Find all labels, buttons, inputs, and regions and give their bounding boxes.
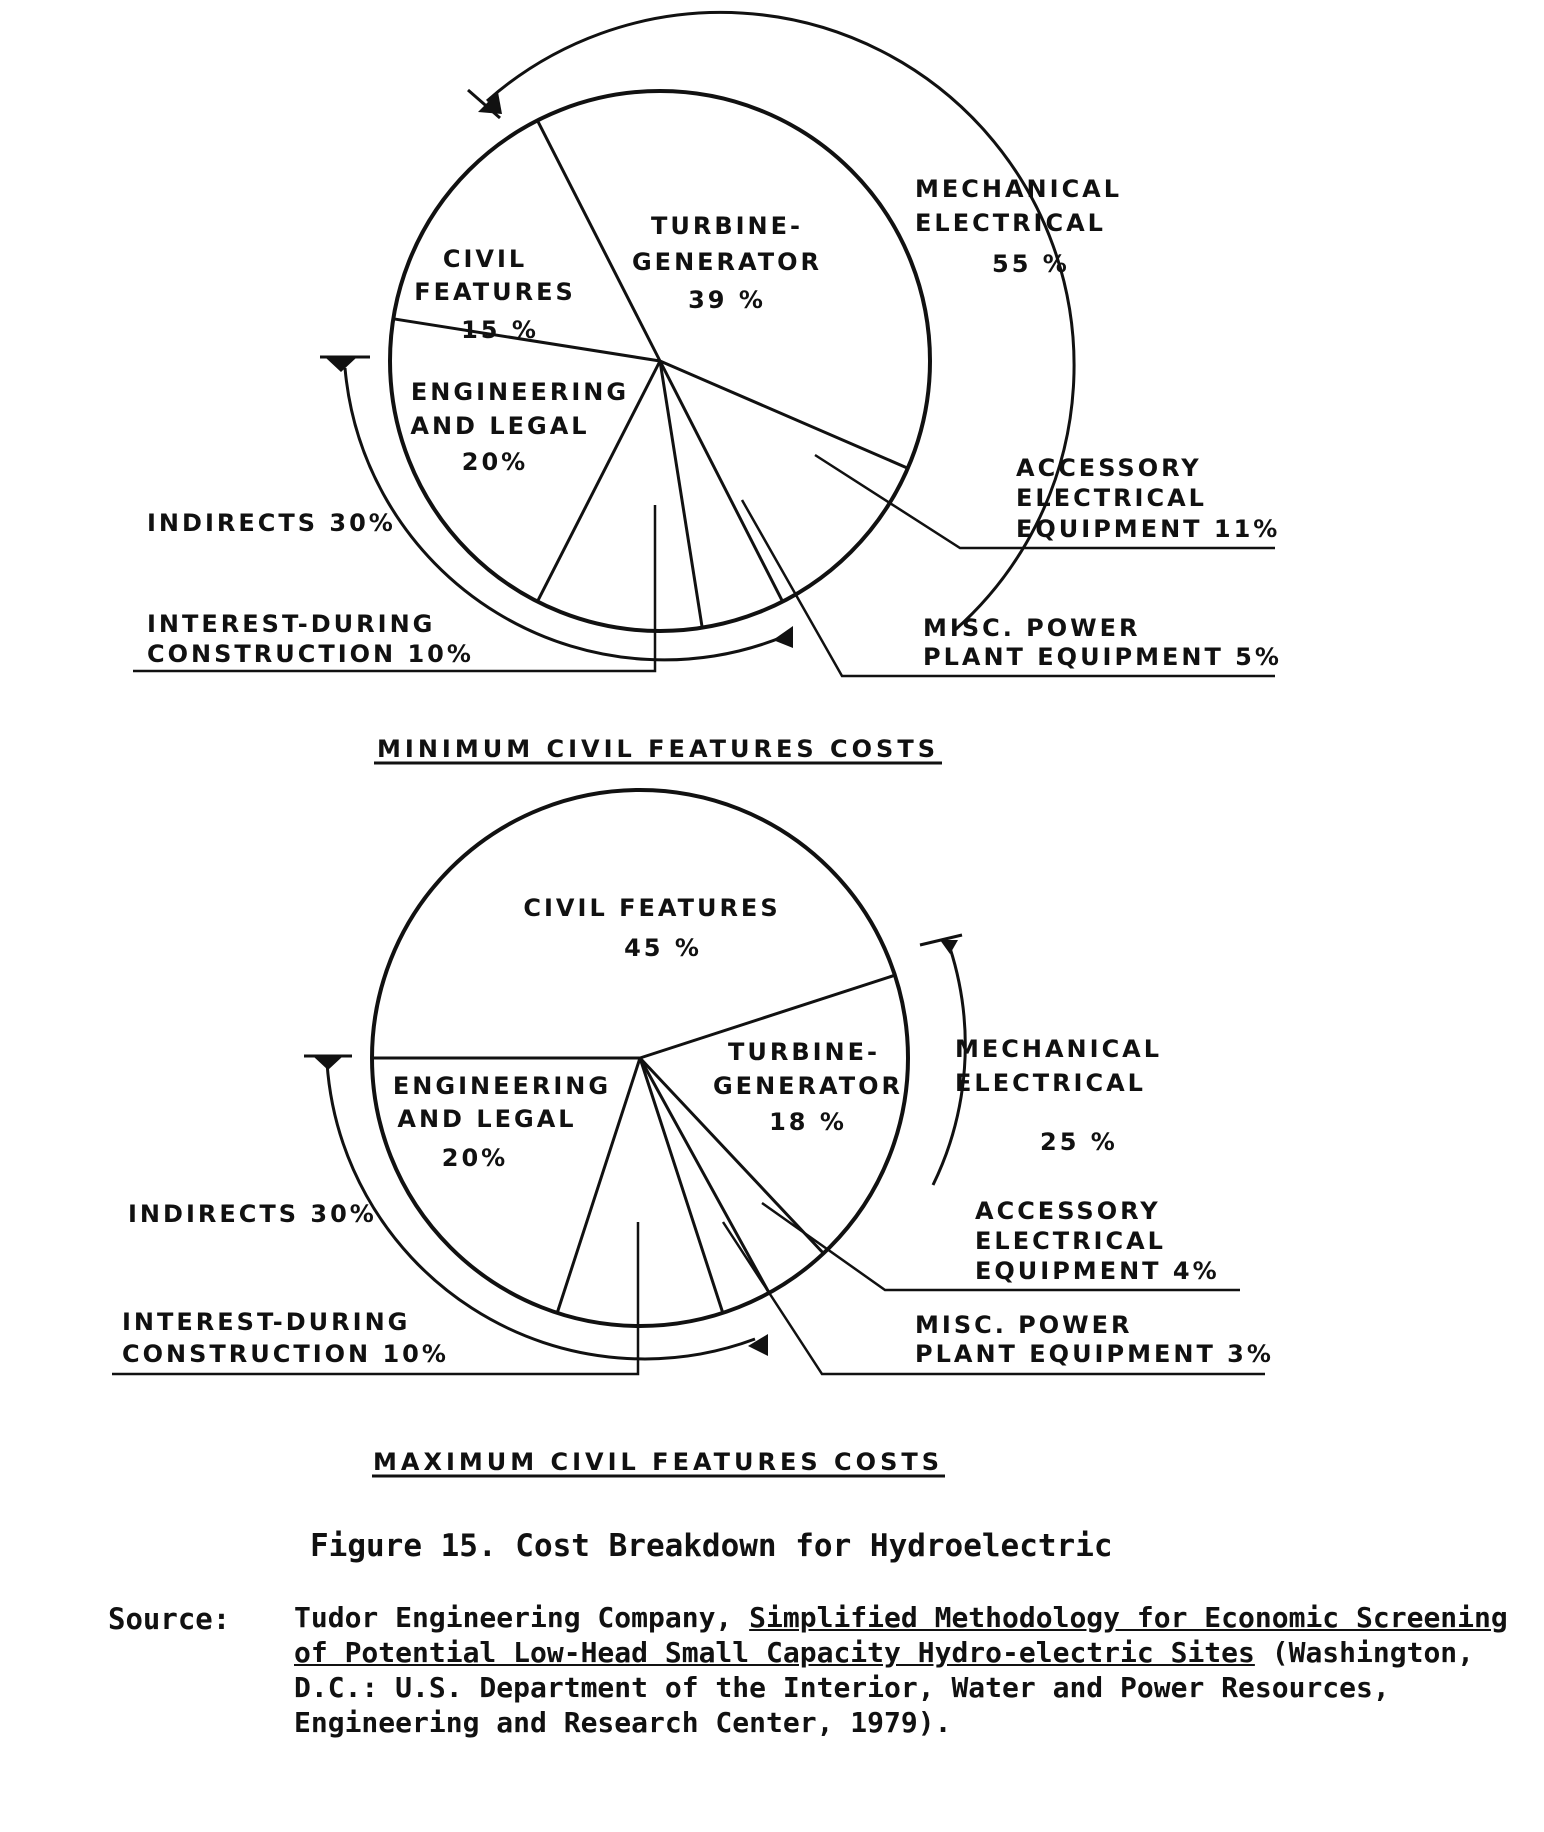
mechanical-electrical-pct: 55 %	[992, 250, 1070, 278]
mechanical-electrical-bracket-arc	[933, 948, 965, 1185]
turbine-generator-label: TURBINE-	[650, 212, 804, 240]
misc-power-label: MISC. POWER	[923, 614, 1141, 642]
civil-features-label-2: FEATURES	[414, 278, 576, 306]
civil-features-label: CIVIL FEATURES	[523, 894, 781, 922]
engineering-legal-label: ENGINEERING	[410, 378, 630, 406]
turbine-generator-pct: 18 %	[769, 1108, 847, 1136]
interest-during-label: INTEREST-DURING	[147, 610, 436, 638]
interest-during-label-2: CONSTRUCTION 10%	[147, 640, 474, 668]
source-citation	[294, 1600, 1524, 1740]
civil-features-pct: 15 %	[461, 316, 539, 344]
engineering-legal-label: ENGINEERING	[392, 1072, 612, 1100]
engineering-legal-pct: 20%	[441, 1144, 509, 1172]
misc-power-label-2: PLANT EQUIPMENT 3%	[915, 1340, 1274, 1368]
engineering-legal-label-2: AND LEGAL	[410, 412, 590, 440]
accessory-electrical-label: ACCESSORY	[975, 1197, 1161, 1225]
pie-maximum-civil-features	[112, 790, 1274, 1476]
civil-features-pct: 45 %	[624, 934, 702, 962]
slice-divider-2	[660, 361, 908, 468]
accessory-electrical-label: ACCESSORY	[1016, 454, 1202, 482]
source-publisher: Tudor Engineering Company,	[294, 1601, 750, 1634]
accessory-electrical-label-3: EQUIPMENT 11%	[1016, 515, 1281, 543]
pie-minimum-civil-features	[133, 12, 1282, 763]
civil-features-label: CIVIL	[442, 245, 528, 273]
accessory-electrical-label-2: ELECTRICAL	[1016, 484, 1207, 512]
indirects-label: INDIRECTS 30%	[128, 1200, 377, 1228]
figure-caption: Figure 15. Cost Breakdown for Hydroelectric	[310, 1528, 1113, 1564]
source-details: (Washington, D.C.: U.S. Department of the Interior, Water and Power Resources, Engineering and Research Center, 1979).	[294, 1636, 1475, 1739]
turbine-generator-label-2: GENERATOR	[712, 1072, 904, 1100]
indirects-bar-end-icon	[326, 358, 356, 372]
source-title: Simplified Methodology for Economic Screening of Potential Low-Head Small Capacity Hydro-electric Sites	[294, 1601, 1508, 1669]
mechanical-electrical-label-2: ELECTRICAL	[955, 1069, 1146, 1097]
misc-arrowhead-icon	[748, 1334, 768, 1356]
accessory-electrical-label-2: ELECTRICAL	[975, 1227, 1166, 1255]
mech-arrowhead-icon	[940, 940, 958, 954]
interest-during-label: INTEREST-DURING	[122, 1308, 411, 1336]
minimum-chart-title: MINIMUM CIVIL FEATURES COSTS	[377, 735, 939, 763]
misc-arrowhead-icon	[773, 626, 793, 648]
mechanical-electrical-pct: 25 %	[1040, 1128, 1118, 1156]
engineering-legal-label-2: AND LEGAL	[397, 1105, 577, 1133]
mechanical-electrical-label: MECHANICAL	[915, 175, 1123, 203]
indirects-label: INDIRECTS 30%	[147, 509, 396, 537]
turbine-generator-label-2: GENERATOR	[631, 248, 823, 276]
slice-divider-1	[537, 120, 660, 361]
mechanical-electrical-label: MECHANICAL	[955, 1035, 1163, 1063]
interest-during-label-2: CONSTRUCTION 10%	[122, 1340, 449, 1368]
misc-power-label-2: PLANT EQUIPMENT 5%	[923, 643, 1282, 671]
turbine-generator-label: TURBINE-	[727, 1038, 881, 1066]
source-label: Source:	[108, 1602, 231, 1636]
accessory-electrical-label-3: EQUIPMENT 4%	[975, 1257, 1220, 1285]
maximum-chart-title: MAXIMUM CIVIL FEATURES COSTS	[372, 1448, 944, 1476]
mechanical-electrical-label-2: ELECTRICAL	[915, 209, 1106, 237]
engineering-legal-pct: 20%	[461, 448, 529, 476]
turbine-generator-pct: 39 %	[688, 286, 766, 314]
misc-power-label: MISC. POWER	[915, 1311, 1133, 1339]
indirects-bar-end-icon	[314, 1057, 342, 1070]
